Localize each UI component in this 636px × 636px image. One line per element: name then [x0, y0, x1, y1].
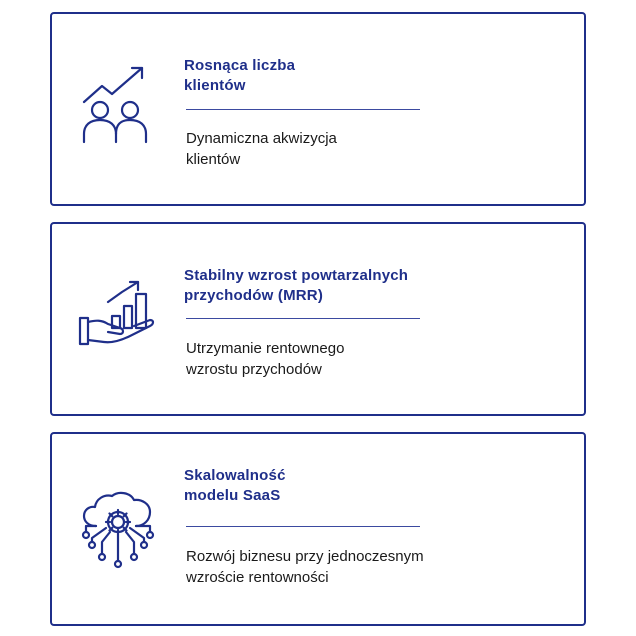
card-customer-growth: [50, 12, 586, 206]
hand-bar-chart-icon: [78, 276, 158, 356]
card-mrr-growth: [50, 222, 586, 416]
card-title-line2: modelu SaaS: [184, 487, 281, 504]
card-description: [186, 128, 486, 170]
card-divider: [186, 109, 420, 110]
card-title: [184, 56, 484, 96]
card-desc-line1: Dynamiczna akwizycja: [186, 130, 337, 147]
growth-chart-people-icon: [78, 64, 158, 144]
card-title-line1: Skalowalność: [184, 467, 286, 484]
card-desc-line2: wzroście rentowności: [186, 569, 329, 586]
card-title-line1: Stabilny wzrost powtarzalnych: [184, 267, 409, 284]
card-desc-line1: Rozwój biznesu przy jednoczesnym: [186, 548, 424, 565]
card-title-line2: klientów: [184, 77, 246, 94]
card-divider: [186, 318, 420, 319]
card-desc-line2: wzrostu przychodów: [186, 361, 322, 378]
card-desc-line1: Utrzymanie rentownego: [186, 340, 345, 357]
card-title-line2: przychodów (MRR): [184, 287, 324, 304]
card-title: [184, 266, 484, 306]
card-description: [186, 338, 486, 380]
card-description: [186, 546, 486, 588]
card-divider: [186, 526, 420, 527]
card-title-line1: Rosnąca liczba: [184, 57, 296, 74]
card-title: [184, 466, 484, 506]
card-desc-line2: klientów: [186, 151, 241, 168]
cloud-gear-network-icon: [78, 490, 158, 570]
card-saas-scalability: [50, 432, 586, 626]
